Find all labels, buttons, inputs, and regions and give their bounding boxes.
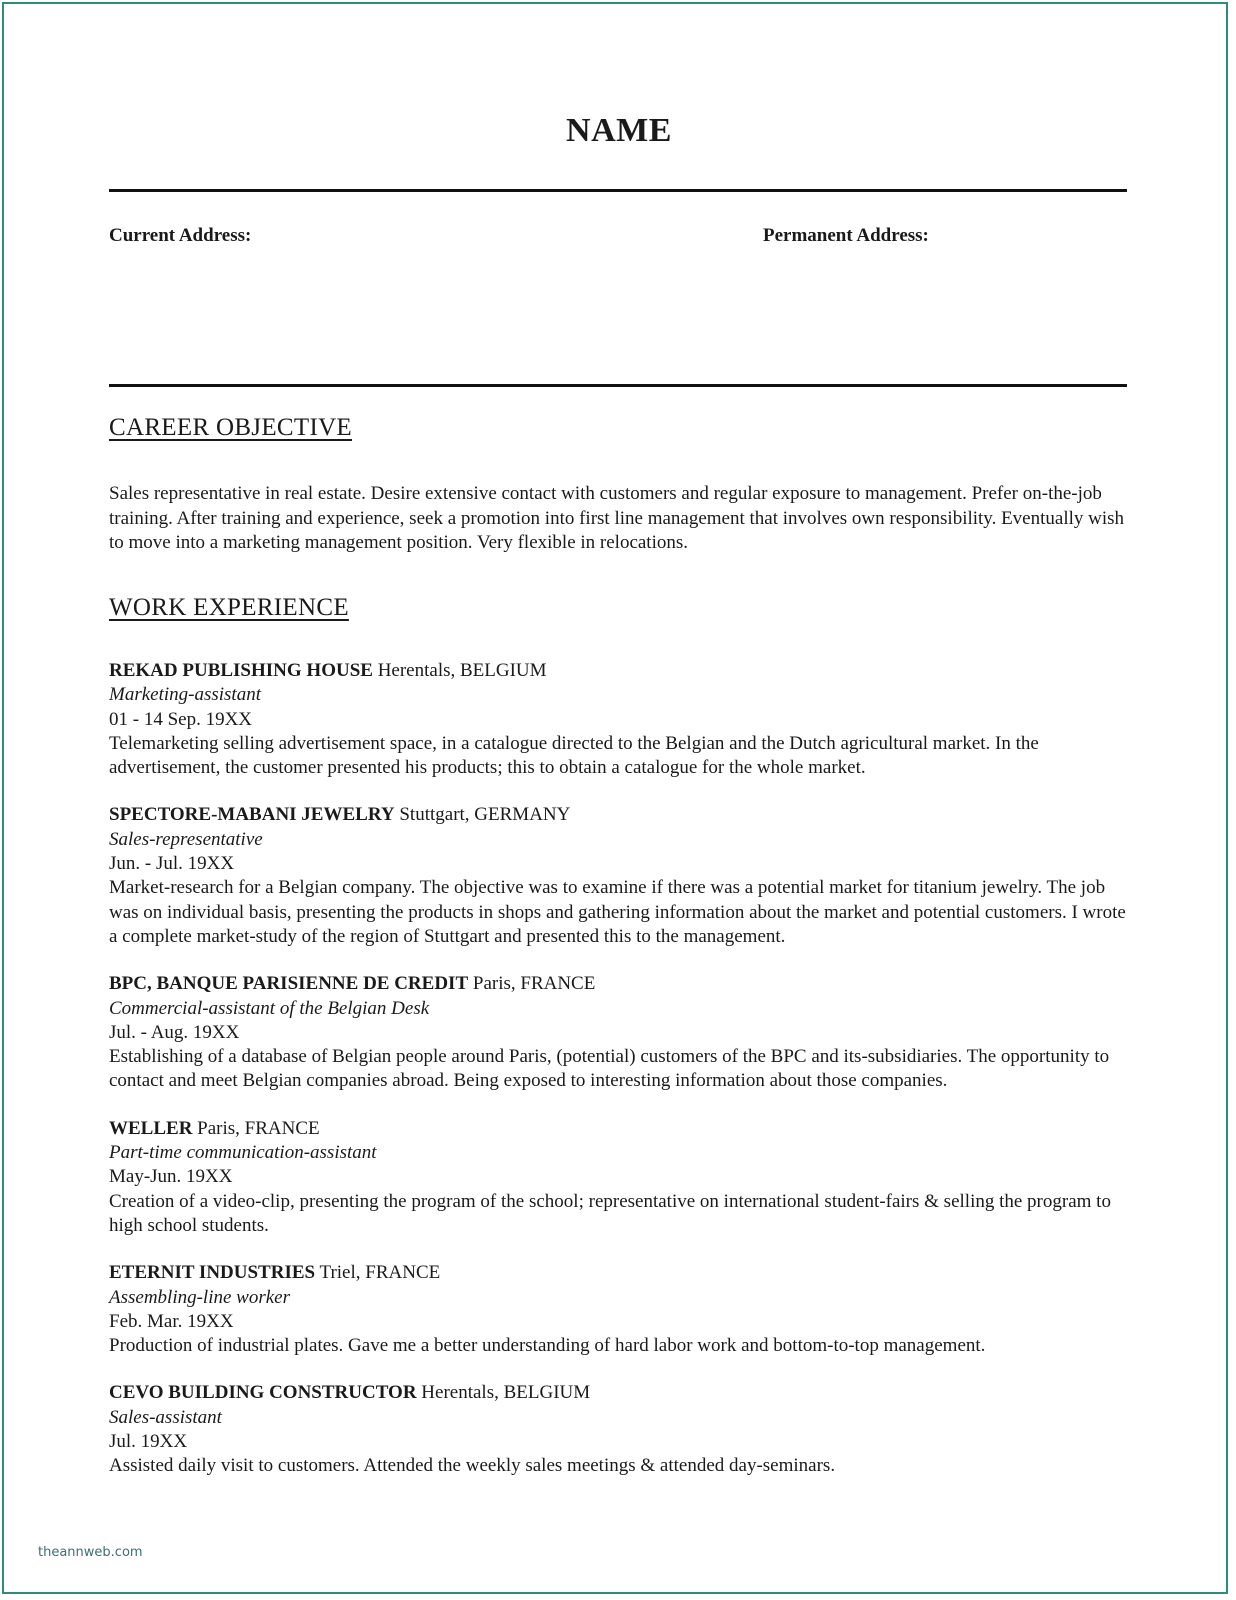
resume-name-title: NAME bbox=[566, 112, 672, 149]
job-location: Paris, FRANCE bbox=[197, 1117, 320, 1139]
career-objective-heading: CAREER OBJECTIVE bbox=[109, 414, 352, 441]
job-position: Part-time communication-assistant bbox=[109, 1142, 377, 1164]
job-entry bbox=[109, 659, 1129, 780]
job-dates: Jul. - Aug. 19XX bbox=[109, 1021, 240, 1043]
job-company: SPECTORE-MABANI JEWELRY bbox=[109, 804, 395, 826]
job-location: Herentals, BELGIUM bbox=[421, 1382, 591, 1404]
top-divider bbox=[109, 189, 1127, 192]
job-entry bbox=[109, 972, 1129, 1093]
address-divider bbox=[109, 384, 1127, 387]
job-dates: Feb. Mar. 19XX bbox=[109, 1310, 234, 1332]
job-location: Paris, FRANCE bbox=[472, 973, 596, 995]
work-experience-list bbox=[109, 659, 1129, 1502]
job-entry bbox=[109, 1261, 1129, 1358]
work-experience-heading: WORK EXPERIENCE bbox=[109, 594, 349, 621]
permanent-address-label: Permanent Address: bbox=[763, 225, 929, 246]
job-dates: Jun. - Jul. 19XX bbox=[109, 853, 235, 875]
job-description: Market-research for a Belgian company. The objective was to examine if there was a potential market for titanium jewelry. The job was on individual basis, presenting the products in shops and gathering information about the market and potential customers. I wrote a complete market-study of the region of Stuttgart and presented this to the management. bbox=[109, 877, 1126, 947]
job-description: Production of industrial plates. Gave me a better understanding of hard labor work and bottom-to-top management. bbox=[109, 1335, 986, 1357]
job-company: WELLER bbox=[109, 1117, 193, 1139]
job-position: Marketing-assistant bbox=[109, 684, 261, 706]
job-entry bbox=[109, 1117, 1129, 1238]
current-address-label: Current Address: bbox=[109, 225, 252, 246]
job-description: Telemarketing selling advertisement space, in a catalogue directed to the Belgian and the Dutch agricultural market. In the advertisement, the customer presented his products; this to obtain a catalogue for the whole market. bbox=[109, 732, 1039, 779]
job-position: Sales-assistant bbox=[109, 1406, 222, 1428]
watermark-text: theannweb.com bbox=[38, 1545, 143, 1560]
job-position: Sales-representative bbox=[109, 828, 263, 850]
job-location: Triel, FRANCE bbox=[319, 1262, 441, 1284]
job-entry bbox=[109, 1381, 1129, 1478]
job-company: BPC, BANQUE PARISIENNE DE CREDIT bbox=[109, 973, 469, 995]
job-entry bbox=[109, 803, 1129, 949]
job-description: Assisted daily visit to customers. Attended the weekly sales meetings & attended day-seminars. bbox=[109, 1455, 836, 1477]
job-dates: 01 - 14 Sep. 19XX bbox=[109, 708, 253, 730]
job-description: Creation of a video-clip, presenting the program of the school; representative on international student-fairs & selling the program to high school students. bbox=[109, 1190, 1111, 1236]
career-objective-text: Sales representative in real estate. Desire extensive contact with customers and regular exposure to management. Prefer on-the-job training. After training and experience, seek a promotion into first line management that involves own responsibility. Eventually wish to move into a marketing management position. Very flexible in relocations. bbox=[109, 483, 1125, 553]
job-position: Assembling-line worker bbox=[109, 1286, 291, 1308]
job-company: REKAD PUBLISHING HOUSE bbox=[109, 660, 373, 681]
job-dates: May-Jun. 19XX bbox=[109, 1166, 233, 1188]
job-company: CEVO BUILDING CONSTRUCTOR bbox=[109, 1382, 417, 1404]
job-company: ETERNIT INDUSTRIES bbox=[109, 1262, 316, 1284]
job-dates: Jul. 19XX bbox=[109, 1431, 188, 1453]
job-location: Herentals, BELGIUM bbox=[377, 660, 547, 681]
job-location: Stuttgart, GERMANY bbox=[399, 804, 571, 826]
job-description: Establishing of a database of Belgian people around Paris, (potential) customers of the BPC and its-subsidiaries. The opportunity to contact and meet Belgian companies abroad. Being exposed to interesting information about those companies. bbox=[109, 1046, 1110, 1092]
job-position: Commercial-assistant of the Belgian Desk bbox=[109, 997, 430, 1019]
